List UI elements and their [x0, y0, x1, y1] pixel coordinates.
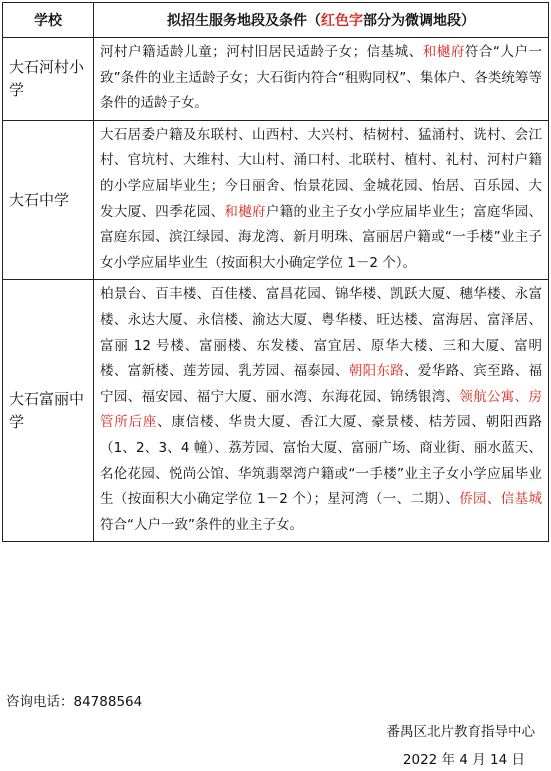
issuing-organization: 番禺区北片教育指导中心	[386, 724, 535, 740]
area-text-segment-highlight: 和樾府	[422, 44, 465, 60]
area-text-segment: 、爱华路、宾至路、福宁园、福安园、福宁大厦、丽水湾、东海花园、锦绣银湾、	[100, 363, 543, 405]
area-text-segment: 河村户籍适龄儿童；河村旧居民适龄子女；信基城、	[100, 44, 423, 60]
school-name-cell: 大石河村小学	[3, 38, 94, 121]
header-school: 学校	[3, 3, 94, 38]
school-name-cell: 大石富丽中学	[3, 280, 94, 542]
area-text-segment: 符合“人户一致”条件的业主适龄子女；大石街内符合“租购同权”、集体户、各类统筹等条件的适龄子女。	[100, 44, 543, 112]
area-text-segment-highlight: 和樾府	[224, 203, 266, 220]
service-area-cell	[94, 280, 549, 542]
area-text-segment-highlight: 朝阳东路	[348, 363, 405, 380]
header-area-prefix: 拟招生服务地段及条件（	[167, 13, 321, 29]
area-text-segment: 大石居委户籍及东联村、山西村、大兴村、桔树村、猛涌村、诜村、会江村、官坑村、大维村、大山村、涌口村、北联村、植村、礼村、河村户籍的小学应届毕业生；今日丽舍、怡景花园、金城花园、怡居、百乐园、大发大厦、四季花园、	[100, 126, 542, 220]
area-text-segment-highlight: 侨园、信基城	[459, 491, 542, 508]
area-text-segment: 户籍的业主子女小学应届毕业生；富庭华园、富庭东园、滨江绿园、海龙湾、新月明珠、富丽居户籍或“一手楼”业主子女小学应届毕业生（按面积大小确定学位 1－2 个）。	[100, 203, 543, 271]
service-area-cell	[94, 38, 549, 121]
service-area-cell	[94, 120, 549, 280]
consult-phone-label: 咨询电话：	[6, 694, 74, 710]
table-row	[3, 120, 549, 280]
header-area-suffix: 部分为微调地段）	[363, 13, 475, 29]
school-name-cell: 大石中学	[3, 120, 94, 280]
enrollment-table	[2, 2, 549, 542]
table-row	[3, 280, 549, 542]
area-text-segment: 、康信楼、华贵大厦、香江大厦、豪景楼、桔芳园、朝阳西路（1、2、3、4 幢）、荔芳园、富怡大厦、富丽广场、商业街、丽水蓝天、名伦花园、悦尚公馆、华筑翡翠湾户籍或“一手楼”业主子女小学应届毕业生（按面积大小确定学位 1－2 个）；星河湾（一、二期）、	[100, 414, 543, 508]
consult-phone-number: 84788564	[73, 694, 143, 710]
table-row	[3, 38, 549, 121]
header-area-red: 红色字	[321, 13, 363, 29]
area-text-segment: 符合“人户一致”条件的业主子女。	[100, 516, 303, 533]
consult-phone	[6, 690, 142, 710]
header-area	[94, 3, 549, 38]
issue-date: 2022 年 4 月 14 日	[402, 752, 525, 768]
table-header-row	[3, 3, 549, 38]
area-text-segment-highlight: 领航公寓、房管所后座	[100, 388, 543, 431]
area-text-segment: 柏景台、百丰楼、百佳楼、富昌花园、锦华楼、凯跃大厦、穗华楼、永富楼、永达大厦、永信楼、渝达大厦、粤华楼、旺达楼、富海居、富泽居、富丽 12 号楼、富丽楼、东发楼、富宜居、原华大楼、三和大厦、富明楼、富新楼、莲芳园、乳芳园、福泰园、	[100, 286, 542, 380]
